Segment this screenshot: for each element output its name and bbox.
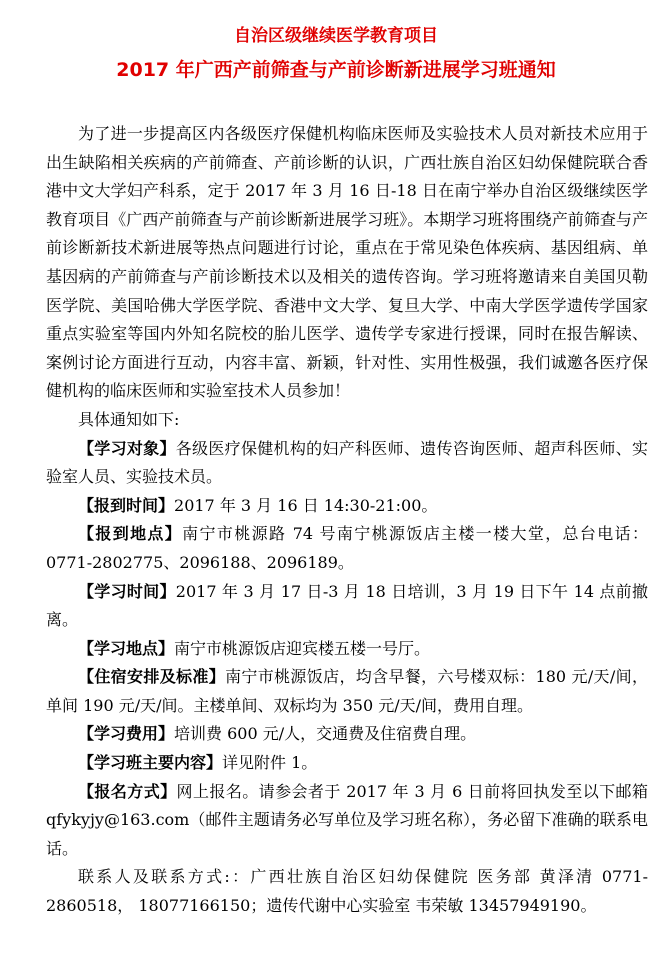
notice-items bbox=[46, 435, 648, 864]
notice-item bbox=[46, 635, 648, 664]
intro-lead: 具体通知如下: bbox=[78, 409, 180, 429]
item-text: 南宁市桃源饭店，均含早餐，六号楼双标：180 元/天/间，单间 190 元/天/间。主楼单间、双标均为 350 元/天/间，费用自理。 bbox=[46, 667, 648, 715]
notice-item bbox=[46, 749, 648, 778]
contact-paragraph: 联系人及联系方式:：广西壮族自治区妇幼保健院 医务部 黄泽清 0771-2860518， 18077166150；遗传代谢中心实验室 韦荣敏 13457949190。 bbox=[46, 867, 648, 916]
item-label: 【学习时间】 bbox=[78, 581, 176, 601]
notice-item bbox=[46, 720, 648, 749]
item-text: 网上报名。请参会者于 2017 年 3 月 6 日前将回执发至以下邮箱 qfykyjy@163.com（邮件主题请务必写单位及学习班名称），务必留下准确的联系电话。 bbox=[46, 781, 648, 858]
notice-item bbox=[46, 520, 648, 577]
item-text: 各级医疗保健机构的妇产科医师、遗传咨询医师、超声科医师、实验室人员、实验技术员。 bbox=[46, 438, 648, 487]
item-label: 【学习地点】 bbox=[78, 638, 175, 658]
item-text: 详见附件 1。 bbox=[222, 753, 318, 773]
project-subtitle: 自治区级继续医学教育项目 bbox=[234, 26, 438, 46]
item-text: 培训费 600 元/人，交通费及住宿费自理。 bbox=[174, 724, 477, 744]
item-label: 【学习班主要内容】 bbox=[78, 753, 223, 773]
item-label: 【住宿安排及标准】 bbox=[78, 667, 226, 687]
item-label: 【报名方式】 bbox=[78, 781, 177, 801]
item-label: 【学习费用】 bbox=[78, 724, 175, 744]
item-text: 2017 年 3 月 17 日-3 月 18 日培训，3 月 19 日下午 14 点前撤离。 bbox=[46, 581, 648, 630]
item-label: 【报到地点】 bbox=[78, 524, 183, 544]
item-text: 2017 年 3 月 16 日 14:30-21:00。 bbox=[174, 495, 438, 515]
notice-title: 2017 年广西产前筛查与产前诊断新进展学习班通知 bbox=[116, 59, 556, 81]
intro-paragraph: 为了进一步提高区内各级医疗保健机构临床医师及实验技术人员对新技术应用于出生缺陷相关疾病的产前筛查、产前诊断的认识，广西壮族自治区妇幼保健院联合香港中文大学妇产科系，定于 2017 年 3 月 16 日-18 日在南宁举办自治区级继续医学教育项目《广西产前筛查与产前诊断新进展学习班》。本期学习班将围绕产前筛查与产前诊断新技术新进展等热点问题进行讨论，重点在于常见染色体疾病、基因组病、单基因病的产前筛查与产前诊断技术以及相关的遗传咨询。学习班将邀请来自美国贝勒医学院、美国哈佛大学医学院、香港中文大学、复旦大学、中南大学医学遗传学国家重点实验室等国内外知名院校的胎儿医学、遗传学专家进行授课，同时在报告解读、案例讨论方面进行互动，内容丰富、新颖，针对性、实用性极强，我们诚邀各医疗保健机构的临床医师和实验室技术人员参加！ bbox=[46, 124, 648, 401]
notice-item bbox=[46, 578, 648, 635]
notice-item bbox=[46, 492, 648, 521]
notice-item bbox=[46, 663, 648, 720]
item-label: 【学习对象】 bbox=[78, 438, 176, 458]
item-text: 南宁市桃源路 74 号南宁桃源饭店主楼一楼大堂，总台电话：0771-2802775、2096188、2096189。 bbox=[46, 524, 648, 572]
notice-item bbox=[46, 778, 648, 864]
item-label: 【报到时间】 bbox=[78, 495, 175, 515]
item-text: 南宁市桃源饭店迎宾楼五楼一号厅。 bbox=[174, 638, 431, 658]
notice-item bbox=[46, 435, 648, 492]
